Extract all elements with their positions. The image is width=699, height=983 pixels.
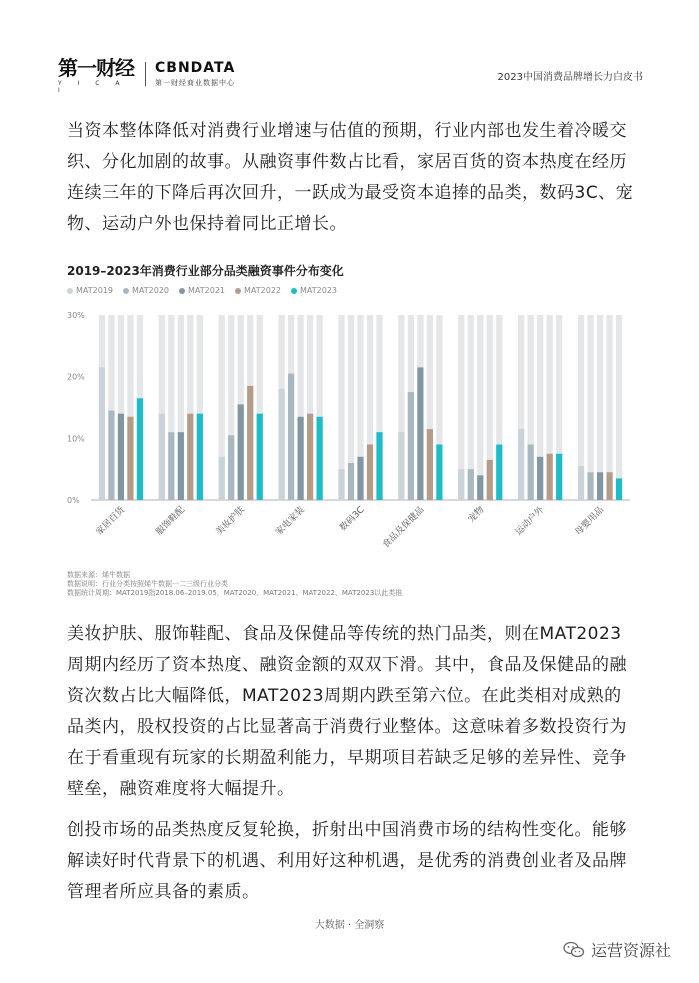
legend-label: MAT2020: [132, 286, 169, 295]
bar: [367, 445, 373, 501]
legend-swatch: [291, 288, 297, 294]
bar: [496, 445, 502, 501]
legend-item: [235, 286, 281, 295]
note-source: 数据来源：烯牛数据: [67, 571, 130, 579]
yicai-logo-text: 第一财经: [58, 56, 134, 80]
bar: [376, 432, 382, 500]
x-tick-label: 母婴用品: [573, 505, 607, 538]
y-tick-label: 20%: [67, 372, 85, 382]
cbndata-logo-sub: 第一财经商业数据中心: [155, 79, 235, 87]
cbndata-logo: [155, 60, 235, 88]
legend-label: MAT2022: [244, 286, 281, 295]
bar: [417, 367, 423, 500]
y-tick-label: 0%: [67, 496, 80, 505]
bar: [556, 454, 562, 500]
x-tick-label: 美妆护肤: [214, 505, 247, 538]
legend-label: MAT2023: [300, 286, 337, 295]
note-explain: 数据说明：行业分类按照烯牛数据一二三级行业分类: [67, 580, 228, 588]
bar: [298, 417, 304, 500]
legend-swatch: [123, 288, 129, 294]
bar: [458, 469, 464, 500]
bar: [187, 414, 193, 500]
legend-item: [291, 286, 337, 295]
watermark: [563, 938, 671, 961]
bar-background: [616, 315, 622, 500]
bar: [238, 404, 244, 500]
bar: [137, 398, 143, 500]
page-footer: 大数据 · 全洞察: [314, 920, 385, 931]
bar: [606, 472, 612, 500]
bar: [99, 367, 105, 500]
report-title: 2023中国消费品牌增长力白皮书: [497, 72, 643, 83]
cbndata-logo-text: CBNDATA: [155, 60, 236, 76]
legend-label: MAT2021: [188, 286, 225, 295]
legend-label: MAT2019: [76, 286, 113, 295]
bar: [528, 445, 534, 501]
bar: [178, 432, 184, 500]
x-tick-label: 食品及保健品: [381, 505, 427, 551]
bar: [616, 478, 622, 500]
bar: [197, 414, 203, 500]
bar: [228, 435, 234, 500]
yicai-logo-sub: Y I C A I: [58, 80, 127, 94]
bar: [348, 463, 354, 500]
logo-divider: [145, 62, 146, 86]
bar: [398, 432, 404, 500]
bar: [477, 475, 483, 500]
chart-title: 2019–2023年消费行业部分品类融资事件分布变化: [67, 264, 344, 278]
bar: [168, 432, 174, 500]
wechat-icon: [563, 941, 585, 959]
legend-item: [179, 286, 225, 295]
bar: [159, 414, 165, 500]
bar: [436, 445, 442, 501]
legend-swatch: [179, 288, 185, 294]
bar: [468, 469, 474, 500]
bar: [578, 466, 584, 500]
bar: [108, 411, 114, 500]
bar: [307, 414, 313, 500]
legend-swatch: [235, 288, 241, 294]
x-tick-label: 家电家装: [274, 505, 307, 538]
watermark-text: 运营资源社: [591, 941, 672, 960]
bar: [597, 472, 603, 500]
yicai-logo: [58, 56, 138, 94]
chart-notes: [67, 571, 402, 598]
paragraph-conclusion: 创投市场的品类热度反复轮换，折射出中国消费市场的结构性变化。能够解读好时代背景下的机遇、利用好这种机遇，是优秀的消费创业者及品牌管理者所应具备的素质。: [67, 820, 627, 902]
bar: [537, 457, 543, 500]
chart-legend: [67, 286, 337, 295]
bar: [257, 414, 263, 500]
bar: [408, 392, 414, 500]
bar: [219, 457, 225, 500]
x-tick-label: 家居百货: [94, 505, 128, 538]
bar: [288, 374, 294, 500]
page-header: [0, 0, 699, 100]
x-tick-label: 数码3C: [338, 505, 367, 534]
bar-background: [477, 315, 483, 500]
bar: [427, 429, 433, 500]
bar: [487, 460, 493, 500]
bar: [317, 417, 323, 500]
y-tick-label: 30%: [67, 311, 85, 320]
note-period: 数据统计周期：MAT2019指2018.06–2019.05，MAT2020、MAT2021、MAT2022、MAT2023以此类推: [67, 589, 403, 597]
legend-item: [123, 286, 169, 295]
paragraph-traditional-categories: 美妆护肤、服饰鞋配、食品及保健品等传统的热门品类，则在MAT2023周期内经历了资本热度、融资金额的双双下滑。其中，食品及保健品的融资次数占比大幅降低，MAT2023周期内跌至第六位。在此类相对成熟的品类内，股权投资的占比显著高于消费行业整体。这意味着多数投资行为在于看重现有玩家的长期盈利能力，早期项目若缺乏足够的差异性、竞争壁垒，融资难度将大幅提升。: [67, 624, 627, 799]
x-tick-label: 服饰鞋配: [154, 505, 187, 538]
x-tick-label: 运动户外: [513, 505, 547, 538]
x-tick-label: 宠物: [466, 505, 487, 525]
bar: [279, 389, 285, 500]
y-tick-label: 10%: [67, 434, 85, 444]
bar: [127, 417, 133, 500]
bar: [587, 472, 593, 500]
bar: [247, 386, 253, 500]
bar-chart: [0, 300, 699, 570]
bar: [338, 469, 344, 500]
bar: [118, 414, 124, 500]
bar: [518, 429, 524, 500]
paragraph-intro: 当资本整体降低对消费行业增速与估值的预期，行业内部也发生着冷暖交织、分化加剧的故事。从融资事件数占比看，家居百货的资本热度在经历连续三年的下降后再次回升，一跃成为最受资本追捧的品类，数码3C、宠物、运动户外也保持着同比正增长。: [67, 121, 634, 234]
bar: [547, 454, 553, 500]
legend-item: [67, 286, 113, 295]
legend-swatch: [67, 288, 73, 294]
bar: [357, 457, 363, 500]
